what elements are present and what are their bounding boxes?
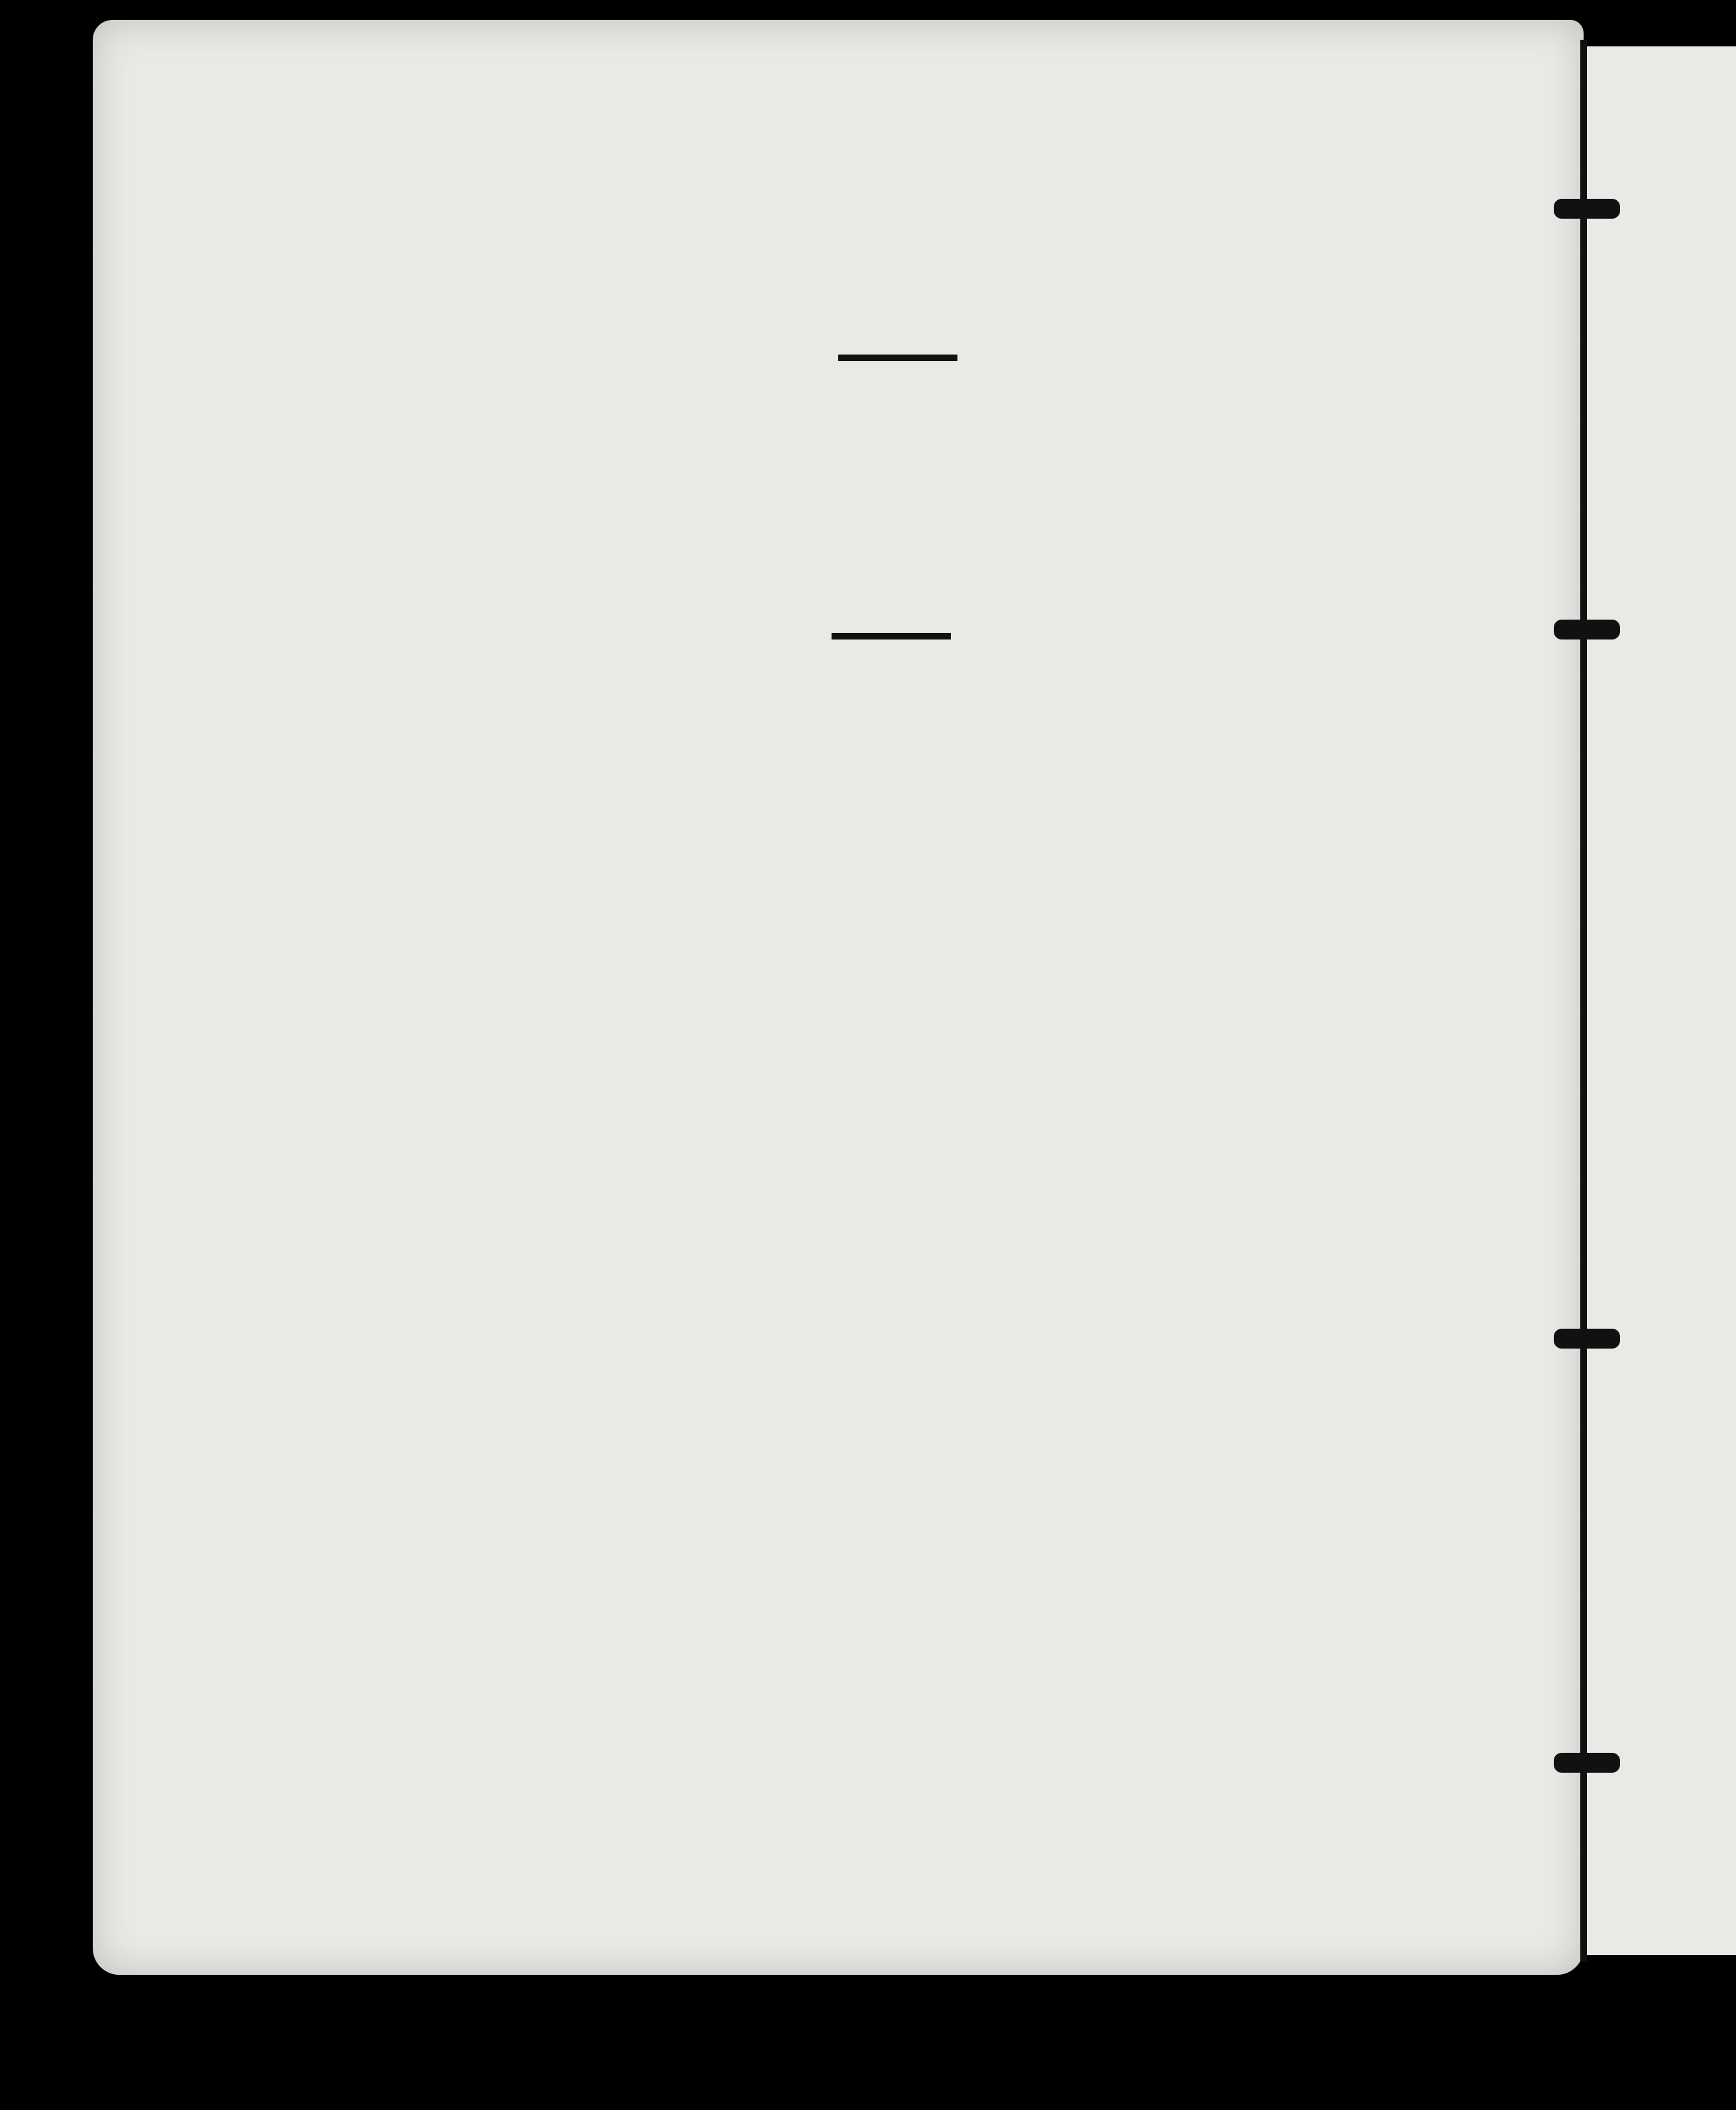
binding-stitch <box>1554 1329 1620 1349</box>
book-spine <box>1580 40 1587 1962</box>
binding-stitch <box>1554 1753 1620 1773</box>
divider <box>838 355 957 361</box>
binding-stitch <box>1554 199 1620 219</box>
binding-stitch <box>1554 620 1620 639</box>
divider <box>832 633 951 639</box>
left-page <box>93 20 1584 1975</box>
right-page <box>1587 46 1736 1955</box>
